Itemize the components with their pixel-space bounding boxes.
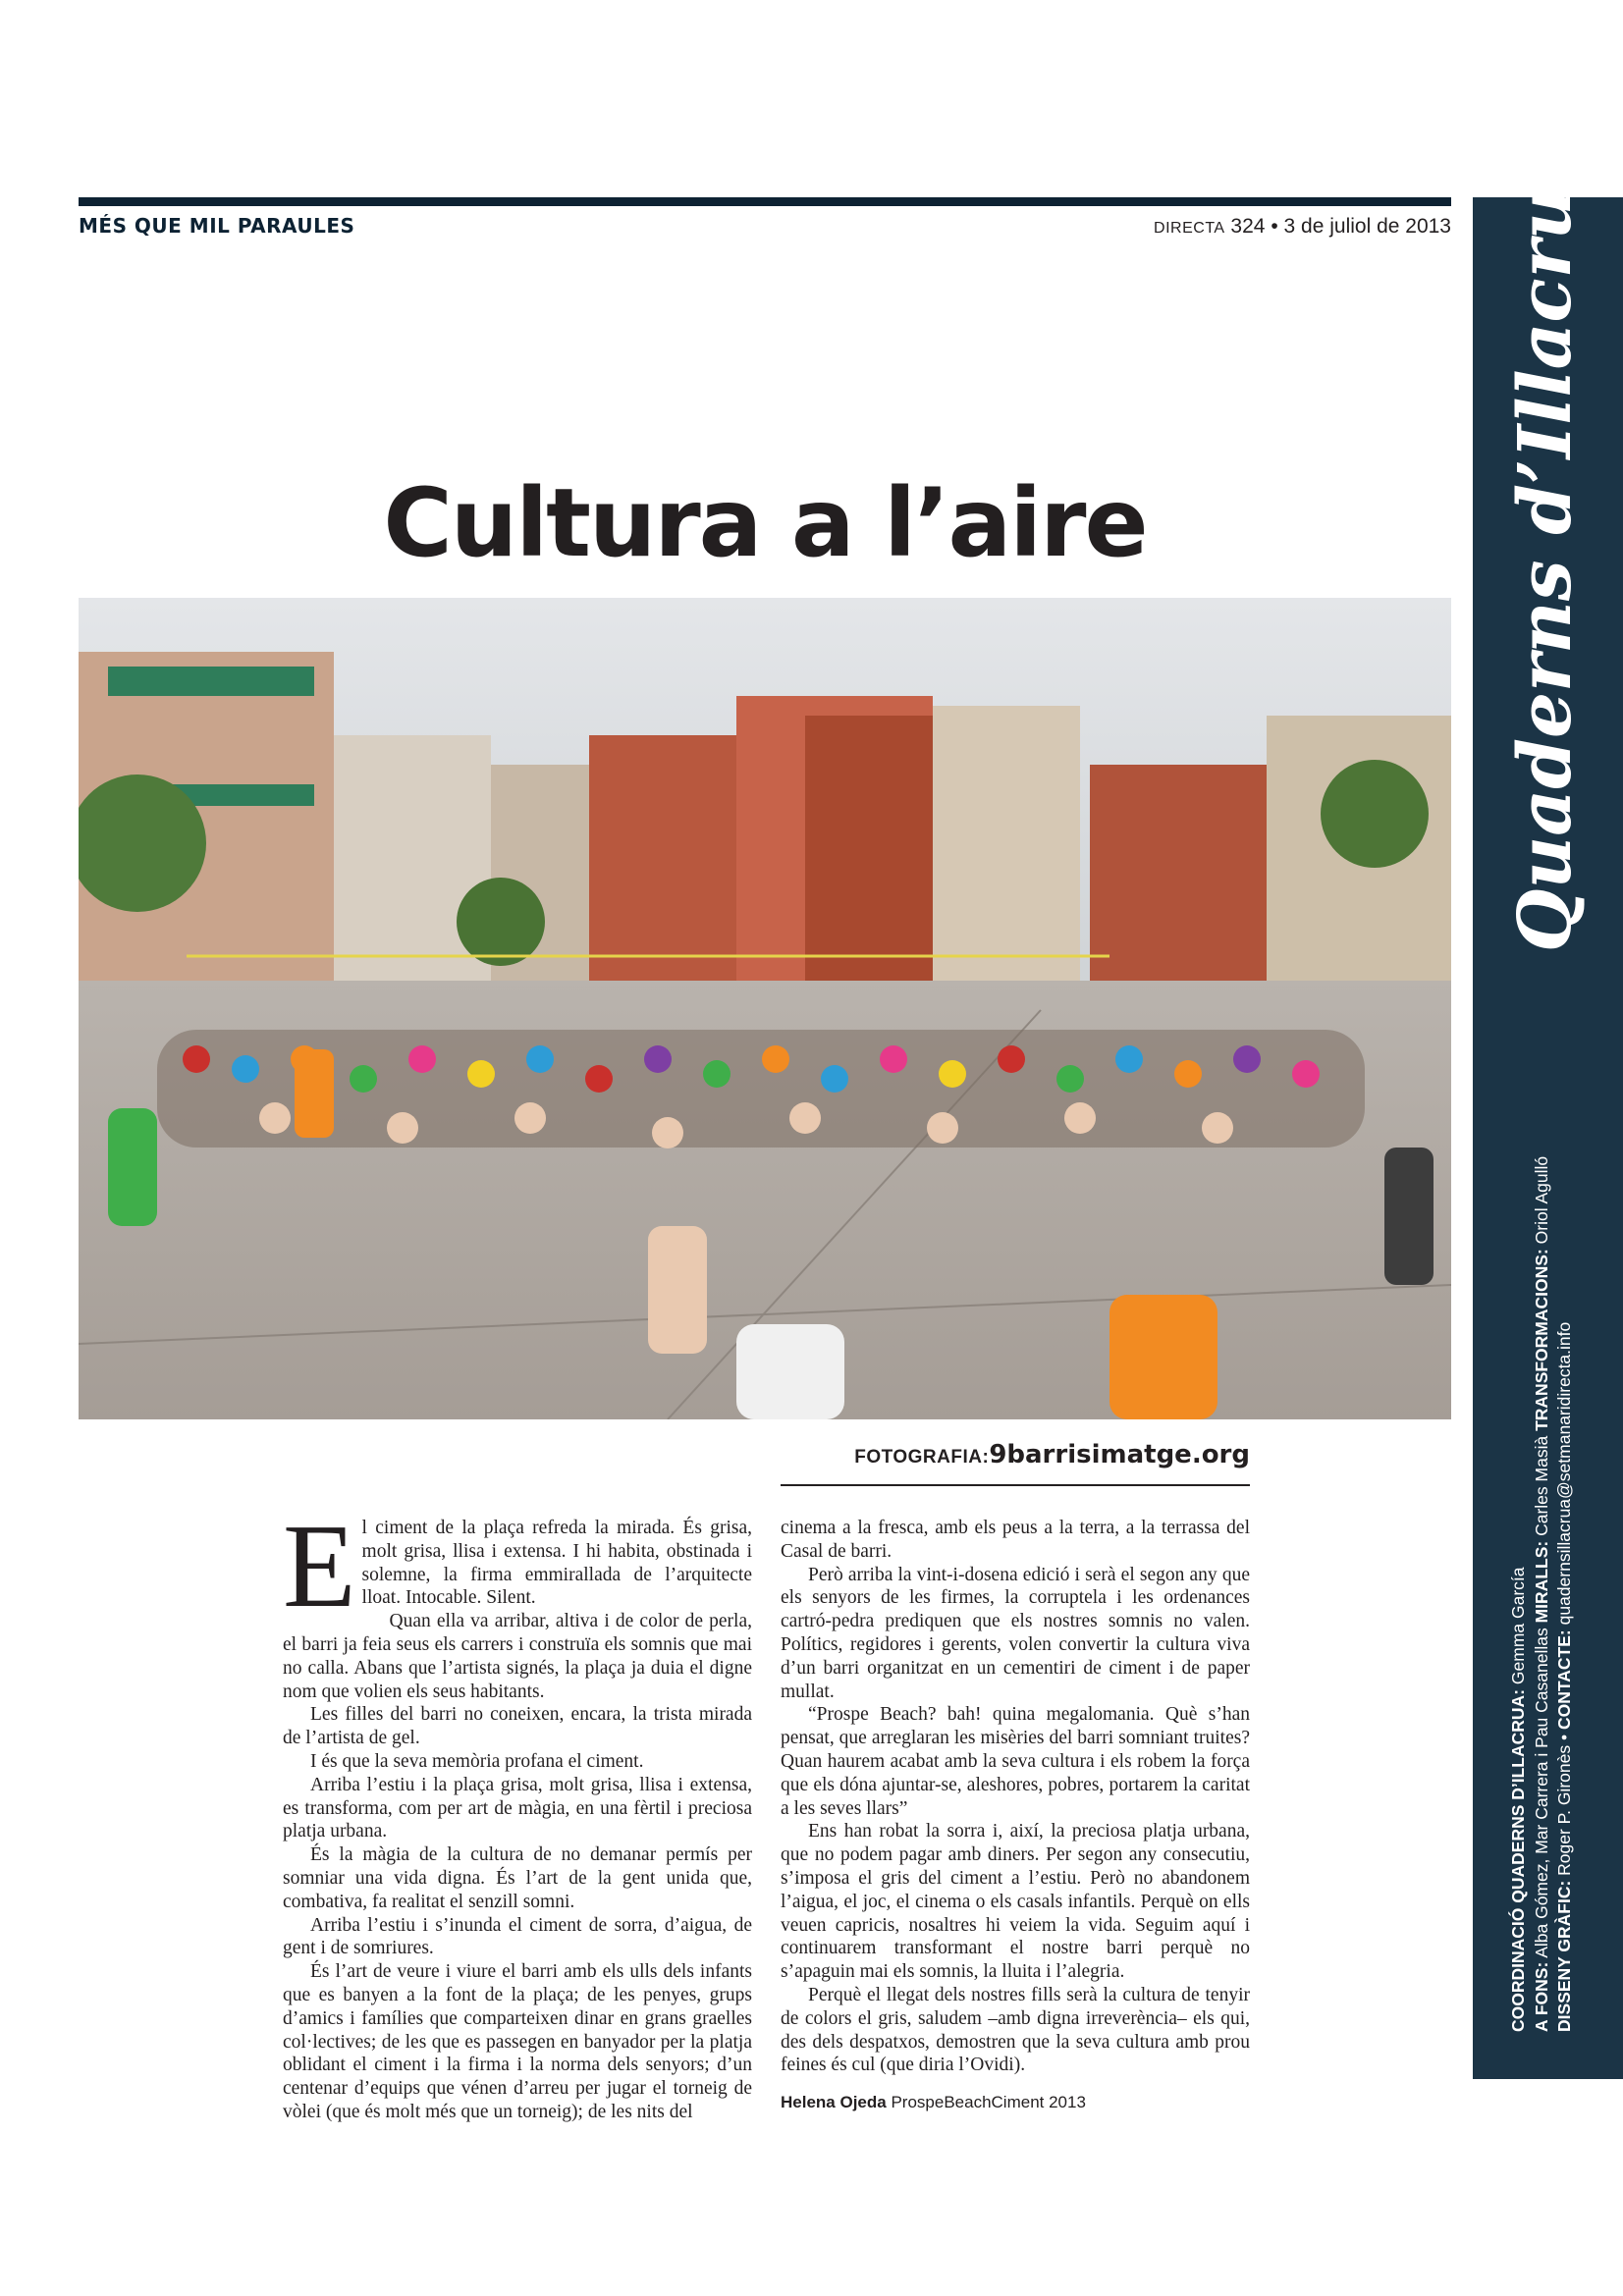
issue-info xyxy=(1154,215,1451,239)
issue-date: 3 de juliol de 2013 xyxy=(1283,215,1451,238)
article-column-2 xyxy=(781,1517,1250,2114)
issue-separator: • xyxy=(1271,215,1278,238)
credit-line-1 xyxy=(1507,1156,1531,2032)
feature-photo xyxy=(79,598,1451,1419)
author-name: Helena Ojeda xyxy=(781,2093,887,2112)
staff-credits xyxy=(1507,1156,1577,2032)
credit-label: DISSENY GRÀFIC: xyxy=(1554,1880,1574,2032)
paragraph: Arriba l’estiu i la plaça grisa, molt grisa, llisa i extensa, es transforma, com per art de màgia, en una fèrtil i preciosa platja urbana. xyxy=(283,1774,752,1842)
paragraph: Ens han robat la sorra i, així, la preciosa platja urbana, que no podem pagar amb diners. Per segon any consecutiu, s’imposa el gris del ciment a l’estiu. Però no abandonem l’aigua, el joc, el cinema o els casals infantils. Perquè on ells veuen capricis, nosaltres hi veiem la vida. Seguim aquí i continuarem transformant el nostre barri perquè no s’apaguin mai els somnis, la lluita i l’alegria. xyxy=(781,1821,1250,1983)
section-title: MÉS QUE MIL PARAULES xyxy=(79,214,355,238)
article-column-1 xyxy=(283,1500,752,2124)
paragraph: És l’art de veure i viure el barri amb els ulls dels infants que es banyen a la font de la plaça; de les penyes, grups d’amics i famílies que comparteixen dinar en grans graelles col·lectives; de les que es passegen en banyador per la platja oblidant el ciment i la firma i la norma dels senyors; d’un centenar d’equips que vénen d’arreu per jugar el torneig de vòlei (que és molt més que un torneig); de les nits del xyxy=(283,1961,752,2122)
credit-value: Alba Gómez, Mar Carrera i Pau Casanellas xyxy=(1531,1628,1551,1958)
issue-number: 324 xyxy=(1230,215,1266,238)
paragraph: Quan ella va arribar, altiva i de color de perla, el barri ja feia seus els carrers i construïa els somnis que mai no calla. Abans que l’artista signés, la plaça ja duia el digne nom que volien els seus habitants. xyxy=(283,1611,752,1702)
top-rule xyxy=(79,197,1451,206)
publication-name: DIRECTA xyxy=(1154,220,1225,237)
photo-credit-source: 9barrisimatge.org xyxy=(989,1440,1250,1469)
credit-value: Carles Masià xyxy=(1531,1435,1551,1536)
credit-label: TRANSFORMACIONS: xyxy=(1531,1249,1551,1431)
paragraph-text: l ciment de la plaça refreda la mirada. És grisa, molt grisa, llisa i extensa. I hi habita, obstinada i solemne, la firma emmirallada de l’arquitecte lloat. Intocable. Silent. xyxy=(361,1518,752,1609)
paragraph: Però arriba la vint-i-dosena edició i serà el segon any que els senyors de les firmes, la corruptela i les ordenances cartró-pedra prediquen que els nostres somnis no valen. Polítics, regidores i gerents, volen convertir la cultura viva d’un barri organitzat en un cementiri de ciment i de paper mullat. xyxy=(781,1564,1250,1702)
paragraph: cinema a la fresca, amb els peus a la terra, a la terrassa del Casal de barri. xyxy=(781,1518,1250,1562)
paragraph xyxy=(283,1500,752,1632)
credit-label: MIRALLS: xyxy=(1531,1540,1551,1624)
paragraph: Perquè el llegat dels nostres fills serà la cultura de tenyir de colors el gris, saludem –amb digna irreverència– els qui, des dels despatxos, demostren que la seva cultura amb prou feines és cul (que diria l’Ovidi). xyxy=(781,1984,1250,2076)
contact-email: quadernsillacrua@setmanaridirecta.info xyxy=(1554,1321,1574,1626)
credit-label: COORDINACIÓ QUADERNS D’ILLACRUA: xyxy=(1508,1688,1528,2032)
credit-line-3 xyxy=(1553,1156,1577,2032)
drop-cap: E xyxy=(283,1500,356,1632)
credit-value: Oriol Agulló xyxy=(1531,1155,1551,1245)
paragraph: Les filles del barri no coneixen, encara, la trista mirada de l’artista de gel. xyxy=(283,1704,752,1749)
photo-credit xyxy=(854,1440,1250,1469)
credit-value: Roger P. Gironès xyxy=(1554,1744,1574,1876)
crowd-photo-illustration xyxy=(79,598,1451,1419)
paragraph: És la màgia de la cultura de no demanar permís per somniar una vida digna. És l’art de la gent unida que, combativa, fa realitat el senzill somni. xyxy=(283,1844,752,1912)
photo-credit-label: FOTOGRAFIA: xyxy=(854,1447,990,1468)
paragraph: Arriba l’estiu i s’inunda el ciment de sorra, d’aigua, de gent i de somriures. xyxy=(283,1914,752,1959)
magazine-name: Quaderns d’Illacrua xyxy=(1503,139,1588,952)
paragraph: “Prospe Beach? bah! quina megalomania. Què s’han pensat, que arreglaran les misèries del barri somniant truites? Quan haurem acabat amb la seva cultura i els robem la força que els dóna ajuntar-se, aleshores, pobres, portarem la caritat a les seves llars” xyxy=(781,1704,1250,1819)
credit-line-2 xyxy=(1531,1156,1554,2032)
credit-value: Gemma García xyxy=(1508,1567,1528,1685)
byline xyxy=(781,2091,1250,2114)
author-note: ProspeBeachCiment 2013 xyxy=(891,2093,1086,2112)
headline: Cultura a l’aire xyxy=(383,468,1147,578)
credit-separator: • xyxy=(1554,1734,1574,1741)
paragraph: I és que la seva memòria profana el ciment. xyxy=(310,1750,644,1772)
credit-label: CONTACTE: xyxy=(1554,1629,1574,1730)
credit-rule xyxy=(781,1484,1250,1486)
credit-label: A FONS: xyxy=(1531,1961,1551,2032)
